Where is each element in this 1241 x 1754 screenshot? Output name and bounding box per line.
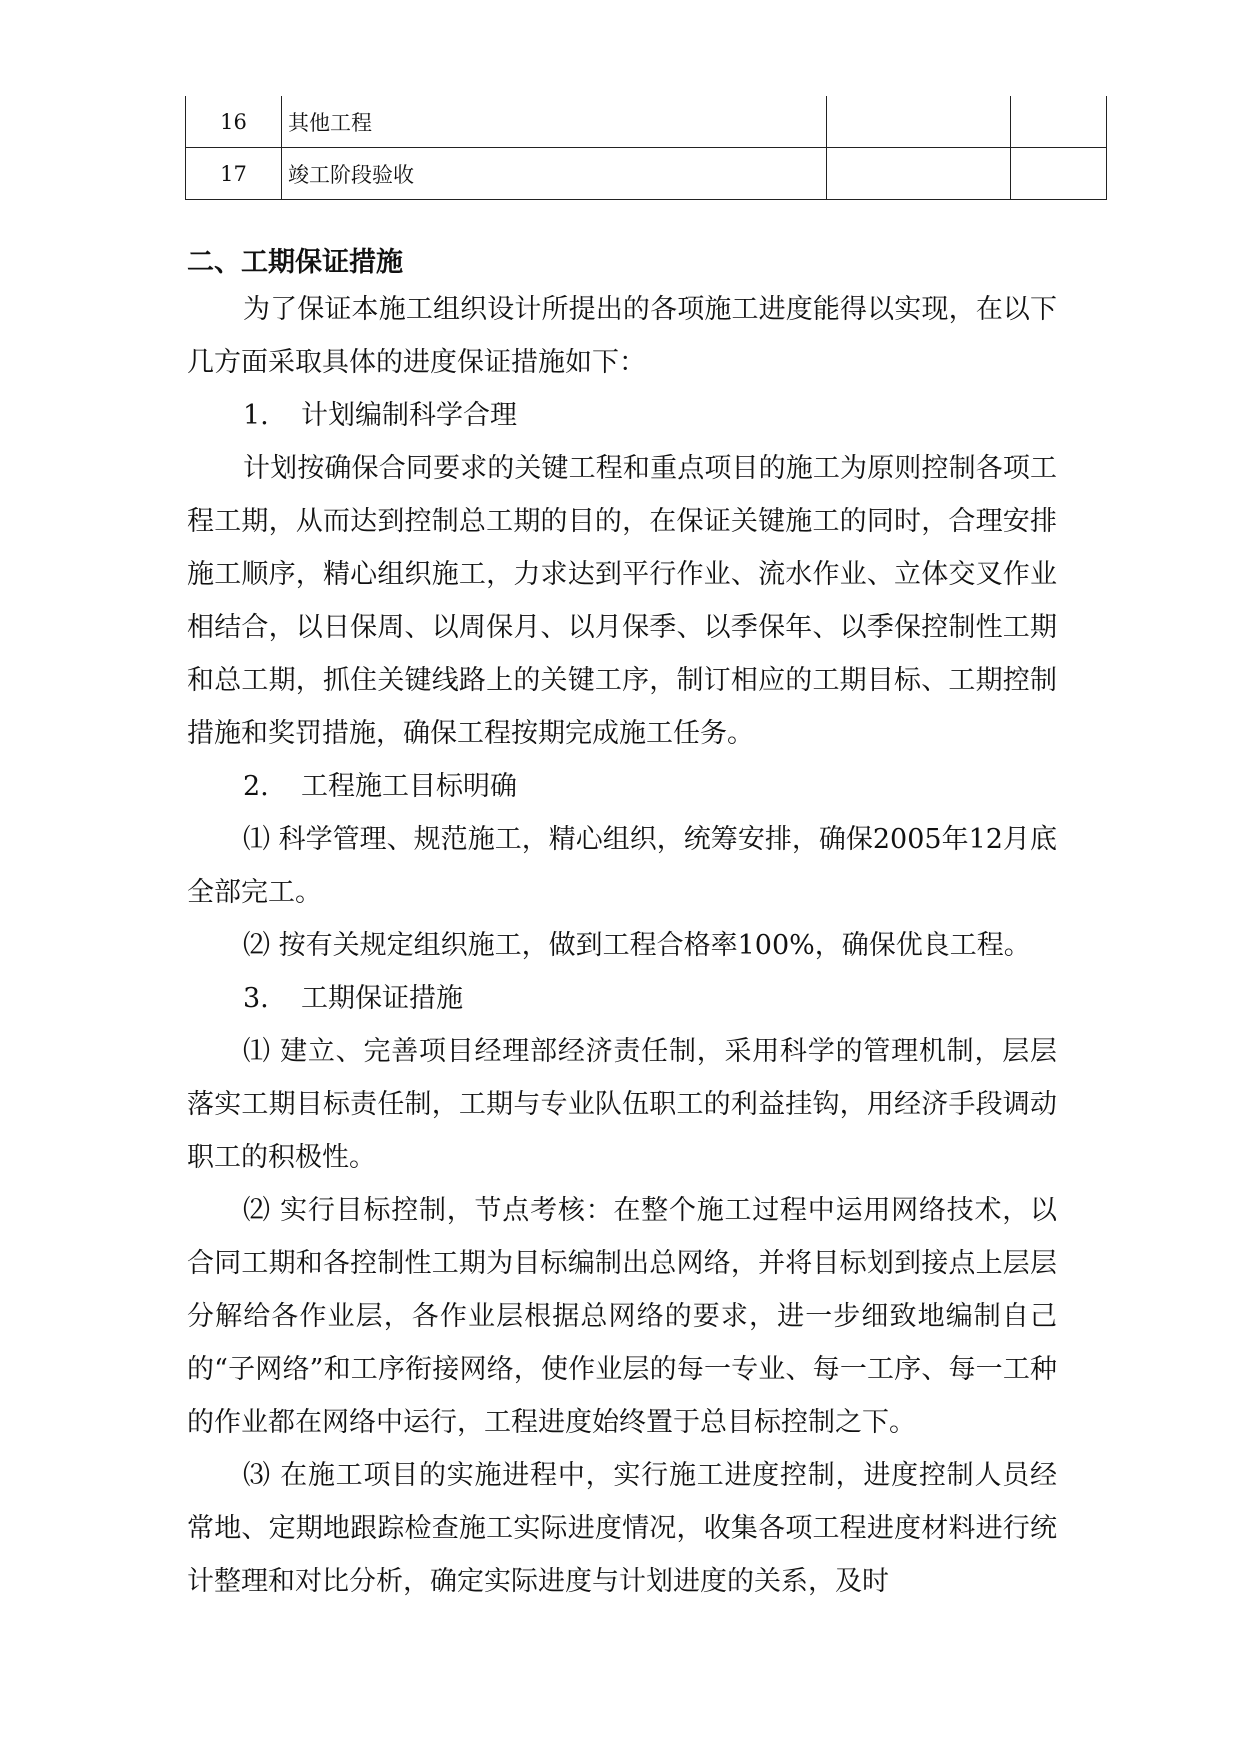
section-heading: 二、工期保证措施 (187, 247, 403, 278)
row-number: 16 (186, 96, 282, 148)
item-1-paragraph: 计划按确保合同要求的关键工程和重点项目的施工为原则控制各项工程工期，从而达到控制总工期的目的，在保证关键施工的同时，合理安排施工顺序，精心组织施工，力求达到平行作业、流水作业、立体交叉作业相结合，以日保周、以周保月、以月保季、以季保年、以季保控制性工期和总工期，抓住关键线路上的关键工序，制订相应的工期目标、工期控制措施和奖罚措施，确保工程按期完成施工任务。 (187, 453, 1057, 749)
row-empty-cell (827, 96, 1011, 148)
item-2-number: 2. (243, 771, 269, 802)
row-item-name: 其他工程 (282, 96, 827, 148)
item-2-title: 工程施工目标明确 (301, 771, 517, 802)
item-3-heading (187, 972, 1057, 1025)
schedule-table (185, 96, 1107, 200)
item-1-number: 1. (243, 400, 269, 431)
row-empty-cell (1011, 96, 1107, 148)
row-number: 17 (186, 148, 282, 200)
row-empty-cell (1011, 148, 1107, 200)
table-row (186, 96, 1107, 148)
item-3-title: 工期保证措施 (301, 983, 463, 1014)
item-3-number: 3. (243, 983, 269, 1014)
row-item-name: 竣工阶段验收 (282, 148, 827, 200)
item-2-heading (187, 760, 1057, 813)
item-2-paragraph-2: ⑵ 按有关规定组织施工，做到工程合格率100%，确保优良工程。 (243, 930, 1031, 961)
document-body (187, 243, 1057, 1608)
item-1-title: 计划编制科学合理 (301, 400, 517, 431)
item-1-heading (187, 389, 1057, 442)
item-2-paragraph-1: ⑴ 科学管理、规范施工，精心组织，统筹安排，确保2005年12月底全部完工。 (187, 824, 1057, 908)
table-row (186, 148, 1107, 200)
item-3-paragraph-1: ⑴ 建立、完善项目经理部经济责任制，采用科学的管理机制，层层落实工期目标责任制，工期与专业队伍职工的利益挂钩，用经济手段调动职工的积极性。 (187, 1036, 1057, 1173)
row-empty-cell (827, 148, 1011, 200)
intro-paragraph: 为了保证本施工组织设计所提出的各项施工进度能得以实现，在以下几方面采取具体的进度保证措施如下： (187, 294, 1057, 378)
item-3-paragraph-3: ⑶ 在施工项目的实施进程中，实行施工进度控制，进度控制人员经常地、定期地跟踪检查施工实际进度情况，收集各项工程进度材料进行统计整理和对比分析，确定实际进度与计划进度的关系，及时 (187, 1460, 1057, 1597)
item-3-paragraph-2: ⑵ 实行目标控制，节点考核：在整个施工过程中运用网络技术，以合同工期和各控制性工期为目标编制出总网络，并将目标划到接点上层层分解给各作业层，各作业层根据总网络的要求，进一步细致地编制自己的“子网络”和工序衔接网络，使作业层的每一专业、每一工序、每一工种的作业都在网络中运行，工程进度始终置于总目标控制之下。 (187, 1195, 1057, 1438)
